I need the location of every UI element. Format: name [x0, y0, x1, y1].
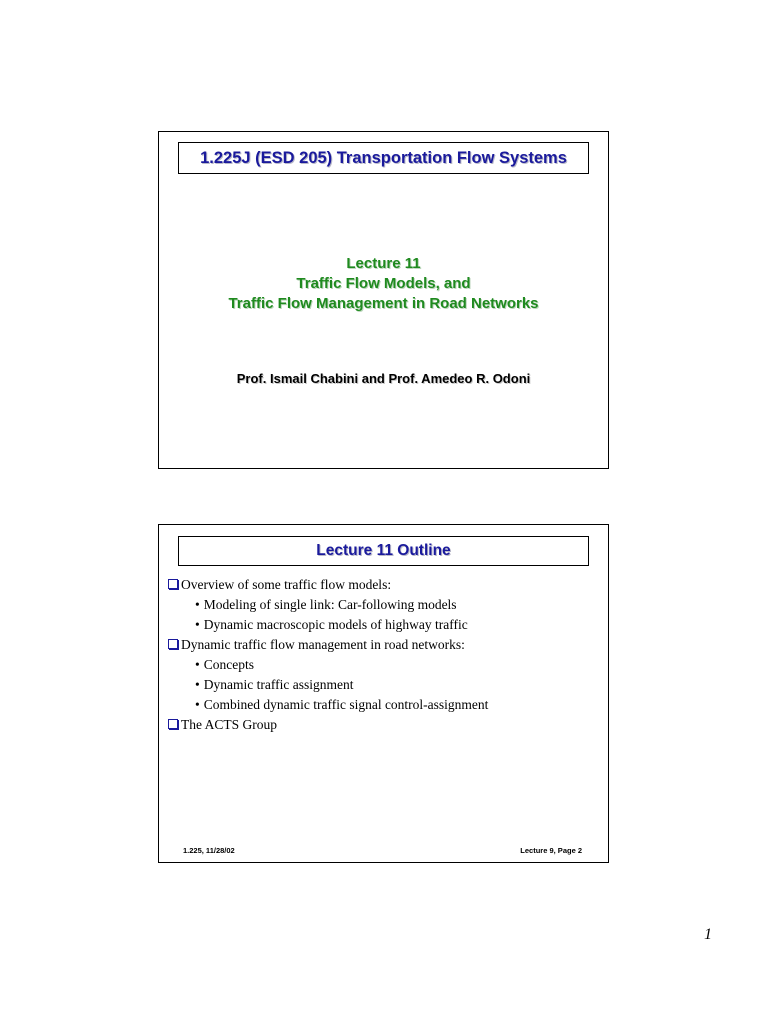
outline-subitem	[168, 695, 598, 715]
lecture-number: Lecture 11	[346, 255, 421, 272]
outline-item-text: The ACTS Group	[181, 717, 277, 732]
slide-1	[158, 131, 609, 469]
authors: Prof. Ismail Chabini and Prof. Amedeo R. Odoni	[236, 371, 531, 386]
outline-subitem	[168, 675, 598, 695]
dot-bullet-icon: •	[195, 677, 200, 692]
outline-subitem-text: Combined dynamic traffic signal control-assignment	[203, 697, 489, 712]
outline-item-text: Overview of some traffic flow models:	[181, 577, 392, 592]
outline-item	[168, 635, 598, 655]
lecture-subtitle-line-2: Traffic Flow Management in Road Networks	[228, 295, 539, 312]
outline-item	[168, 575, 598, 595]
lecture-heading	[159, 254, 608, 314]
slide-2	[158, 524, 609, 863]
dot-bullet-icon: •	[195, 657, 200, 672]
outline-subitem-text: Dynamic traffic assignment	[203, 677, 354, 692]
outline-item	[168, 715, 598, 735]
checkbox-bullet-icon	[168, 579, 178, 589]
dot-bullet-icon: •	[195, 697, 200, 712]
outline-subitem	[168, 595, 598, 615]
lecture-subtitle-line-1: Traffic Flow Models, and	[296, 275, 471, 292]
slide-footer-date: 1.225, 11/28/02	[183, 846, 235, 855]
slide-2-title: Lecture 11 Outline	[178, 536, 589, 566]
slide-footer-page: Lecture 9, Page 2	[520, 846, 582, 855]
dot-bullet-icon: •	[195, 617, 200, 632]
dot-bullet-icon: •	[195, 597, 200, 612]
outline-list	[168, 575, 598, 735]
checkbox-bullet-icon	[168, 639, 178, 649]
outline-subitem-text: Concepts	[203, 657, 254, 672]
slide-1-title: 1.225J (ESD 205) Transportation Flow Systems	[178, 142, 589, 174]
outline-subitem-text: Dynamic macroscopic models of highway traffic	[203, 617, 468, 632]
outline-item-text: Dynamic traffic flow management in road networks:	[181, 637, 465, 652]
outline-subitem	[168, 655, 598, 675]
outline-subitem-text: Modeling of single link: Car-following models	[203, 597, 457, 612]
outline-subitem	[168, 615, 598, 635]
checkbox-bullet-icon	[168, 719, 178, 729]
page-number: 1	[704, 926, 712, 943]
